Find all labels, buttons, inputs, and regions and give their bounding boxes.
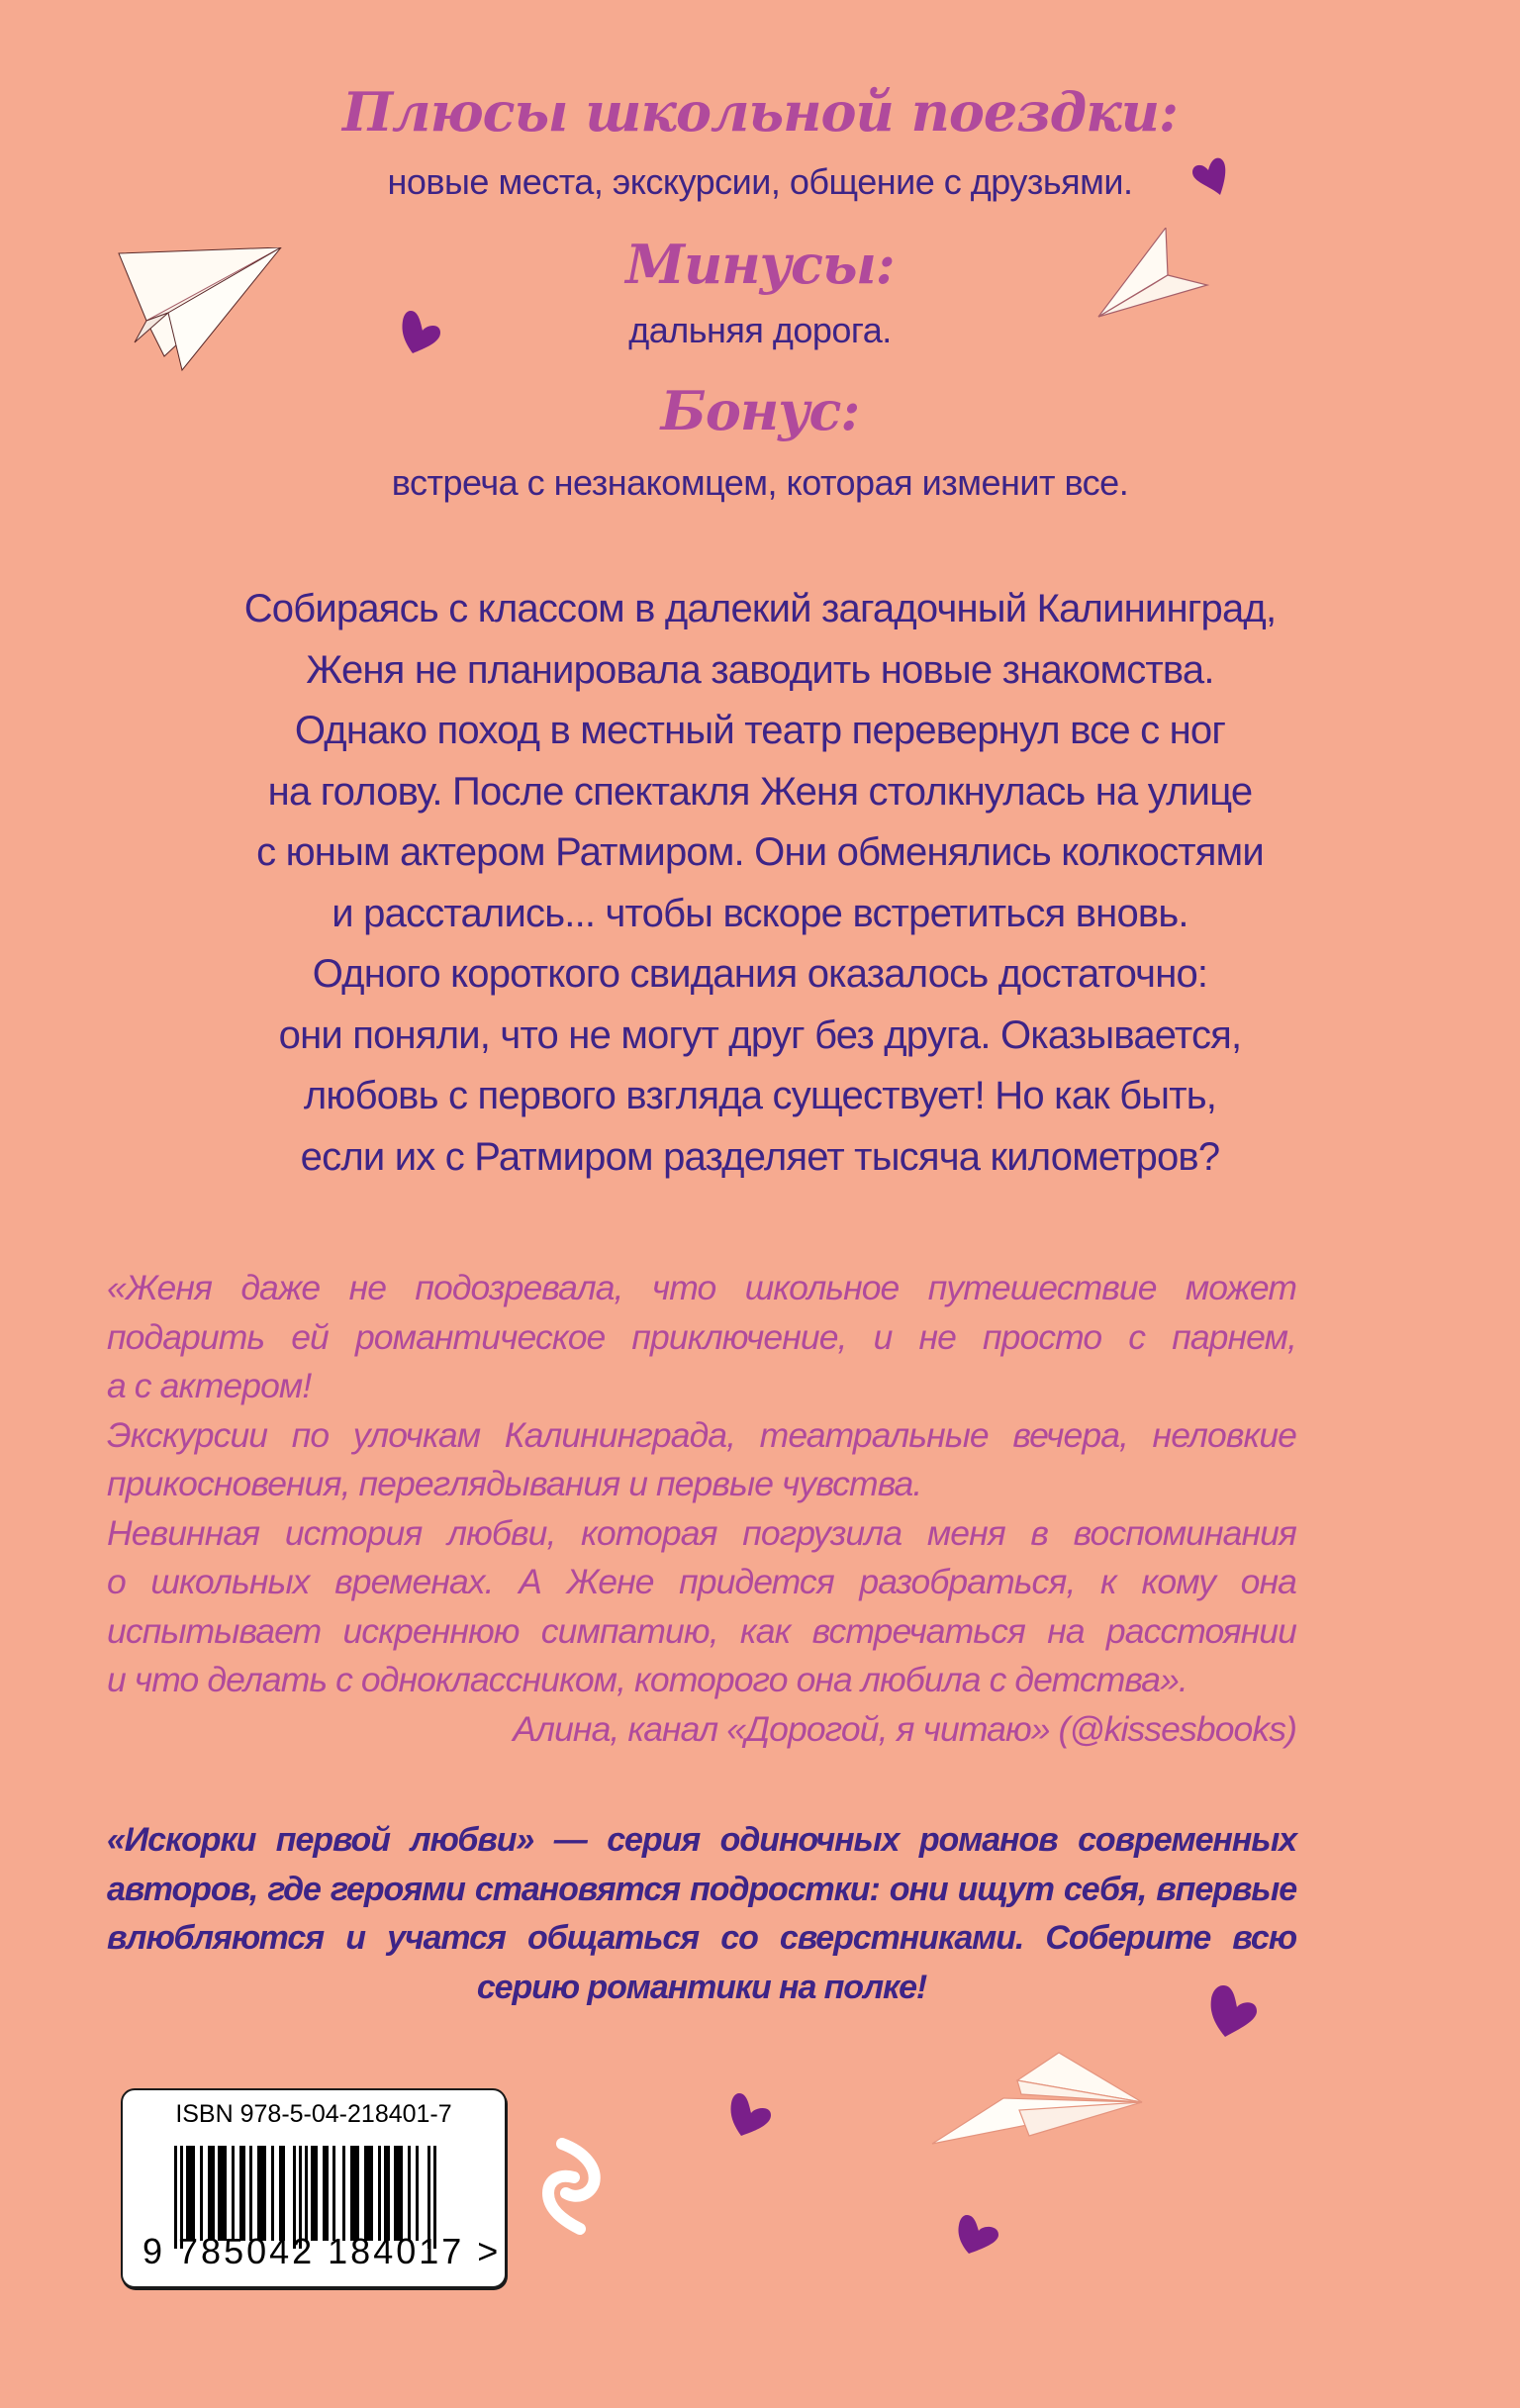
series-line: влюбляются и учатся общаться со сверстниками. Соберите всю — [107, 1919, 1296, 1957]
review-line: о школьных временах. А Жене придется разобраться, к кому она — [107, 1562, 1296, 1601]
review-line: и что делать с одноклассником, которого она любила с детства». — [107, 1660, 1188, 1699]
synopsis-line: Однако поход в местный театр перевернул все с ног — [294, 709, 1226, 752]
paper-plane-icon — [930, 2051, 1148, 2150]
cons-text: дальняя дорога. — [628, 310, 892, 350]
review-line: Экскурсии по улочкам Калининграда, театральные вечера, неловкие — [107, 1414, 1296, 1455]
review-line: подарить ей романтическое приключение, и не просто с парнем, — [107, 1316, 1296, 1357]
pros-text: новые места, экскурсии, общение с друзьями. — [387, 161, 1133, 202]
eksmo-logo-icon — [542, 2138, 602, 2235]
synopsis-line: и расстались... чтобы вскоре встретиться вновь. — [332, 891, 1188, 935]
series-blurb — [107, 1816, 1296, 2012]
isbn-label: ISBN 978-5-04-218401-7 — [175, 2100, 452, 2128]
synopsis-line: любовь с первого взгляда существует! Но как быть, — [303, 1074, 1217, 1117]
review-line: испытывает искреннюю симпатию, как встречаться на расстоянии — [107, 1610, 1296, 1651]
barcode-digits: 9 785042 184017 > — [142, 2231, 502, 2271]
review-signature: Алина, канал «Дорогой, я читаю» (@kissesbooks) — [513, 1708, 1296, 1749]
series-line: серию романтики на полке! — [476, 1968, 927, 2006]
review-line: «Женя даже не подозревала, что школьное путешествие может — [107, 1268, 1296, 1307]
synopsis-line: Женя не планировала заводить новые знакомства. — [306, 647, 1214, 692]
review-quote — [107, 1264, 1296, 1754]
heart-icon — [729, 2091, 773, 2137]
series-line: «Искорки первой любви» — серия одиночных романов современных — [107, 1821, 1296, 1859]
review-line: Невинная история любви, которая погрузила меня в воспоминания — [107, 1512, 1296, 1553]
synopsis-line: с юным актером Ратмиром. Они обменялись колкостями — [256, 830, 1264, 874]
synopsis-line: на голову. После спектакля Женя столкнулась на улице — [267, 769, 1253, 814]
bonus-text: встреча с незнакомцем, которая изменит все. — [391, 462, 1129, 503]
synopsis-line: Собираясь с классом в далекий загадочный Калининград, — [243, 587, 1277, 630]
synopsis-paragraph — [99, 579, 1421, 1188]
bonus-heading: Бонус: — [660, 379, 860, 442]
isbn-barcode — [121, 2088, 507, 2288]
series-line: авторов, где героями становятся подростки: они ищут себя, впервые — [107, 1870, 1296, 1908]
review-line: прикосновения, переглядывания и первые чувства. — [107, 1464, 922, 1503]
synopsis-line: если их с Ратмиром разделяет тысяча километров? — [300, 1134, 1220, 1179]
review-line: а с актером! — [107, 1366, 312, 1405]
cons-heading: Минусы: — [625, 233, 895, 296]
heart-icon — [957, 2213, 1000, 2255]
pros-heading: Плюсы школьной поездки: — [342, 80, 1178, 144]
synopsis-line: они поняли, что не могут друг без друга. Оказывается, — [278, 1012, 1242, 1057]
synopsis-line: Одного короткого свидания оказалось достаточно: — [312, 952, 1208, 996]
